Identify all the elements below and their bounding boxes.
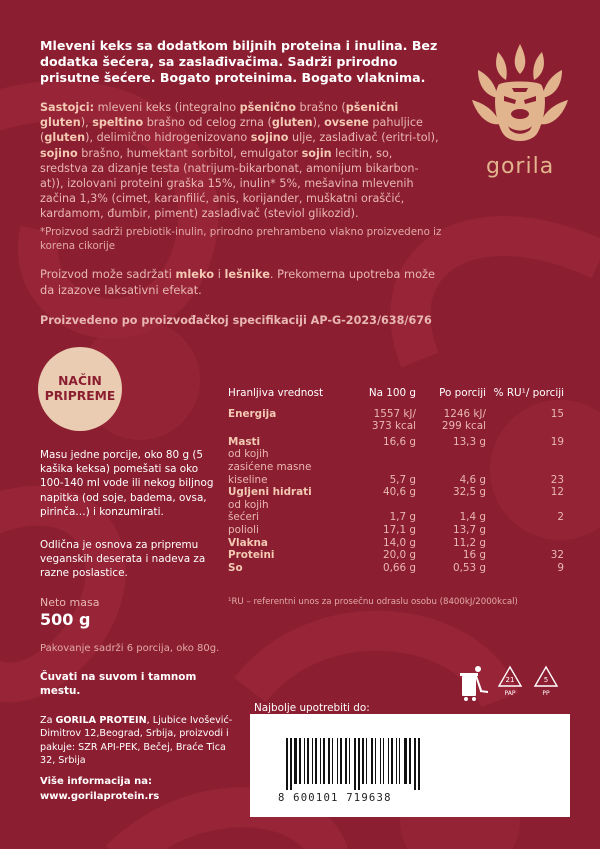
ingredient-text: ), (80, 116, 93, 130)
ingredients-label: Sastojci: (40, 101, 95, 114)
pap-number: 21 (505, 676, 515, 684)
value-per-100g (352, 461, 416, 474)
value-per-portion: 16 g (462, 549, 486, 562)
barcode-bar (388, 738, 389, 784)
allergen-ingredient: gluten (271, 116, 313, 130)
net-mass-label: Neto masa (40, 596, 100, 609)
barcode-bar (323, 738, 325, 784)
nutrition-row (228, 433, 564, 449)
nutrition-row (228, 474, 564, 487)
nutrition-body (228, 408, 564, 575)
value-per-portion: 32,5 g (452, 486, 486, 499)
value-per-100g (352, 448, 416, 461)
ri-percent (486, 420, 564, 433)
barcode-bar (349, 738, 350, 784)
barcode-bar (286, 738, 288, 790)
ri-percent (486, 537, 564, 550)
allergen-milk: mleko (175, 267, 215, 281)
barcode-bar (362, 738, 364, 784)
ri-percent: 2 (557, 511, 564, 524)
barcode-bar (328, 738, 330, 784)
allergen-ingredient: pšenično (239, 101, 296, 114)
nutrition-row (228, 562, 564, 575)
barcode-bar (383, 738, 384, 784)
badge-line-2: PRIPREME (44, 389, 116, 403)
value-per-portion (416, 499, 486, 512)
ingredient-text: mleveni keks (integralno (94, 101, 240, 114)
nutrition-table (228, 387, 564, 574)
website-link[interactable]: www.gorilaprotein.rs (40, 791, 160, 802)
ingredient-text: ulje, zaslađivač (eritri-tol), (288, 131, 439, 145)
nutrition-row (228, 524, 564, 537)
value-per-portion (416, 448, 486, 461)
nutrient-name: od kojih (228, 498, 269, 511)
product-description: Mleveni keks sa dodatkom biljnih proteina i inulina. Bez dodatka šećera, sa zaslađivačima. Sadrži prirodno prisutne šećere. Bogato proteinima. Bogato vlaknima. (40, 38, 438, 85)
barcode-bar (375, 738, 376, 784)
barcode-bar (320, 738, 321, 784)
nutrition-row (228, 486, 564, 499)
value-per-portion: 0,53 g (452, 561, 486, 574)
barcode-bar (332, 738, 333, 784)
value-per-100g: 373 kcal (371, 420, 416, 433)
warning-text: Proizvod može sadržati (40, 267, 176, 281)
preparation-badge (38, 347, 122, 431)
nutrient-name: šećeri (228, 511, 260, 524)
nutrient-name: Masti (228, 435, 261, 448)
allergen-ingredient: sojin (301, 146, 332, 160)
value-per-portion: 4,6 g (459, 473, 486, 486)
value-per-100g: 20,0 g (382, 549, 416, 562)
manufacturer-prefix: Za (40, 715, 56, 726)
ri-percent (486, 499, 564, 512)
ingredient-text: ), delimično hidrogenizovano (85, 131, 251, 145)
barcode-bar (304, 738, 305, 784)
value-per-portion: 13,7 g (452, 523, 486, 536)
nutrient-name: polioli (228, 523, 259, 536)
nutrient-name (228, 420, 352, 433)
ingredient-text: lecitin, so, sredstva za dizanje testa (natrijum-bikarbonat, amonijum bikarbon-at)), izolovani proteini graška 15%, inulin* 5%, mešavina mlevenih začina 1,3% (cimet, karanfilić, anis, korijander, muškatni oraščić, kardamom, đumbir, piment) zaslađivač (steviol glikozid). (40, 146, 419, 221)
ri-percent: 15 (550, 407, 564, 420)
barcode-bar (315, 738, 317, 784)
value-per-100g: 1,7 g (389, 511, 416, 524)
barcode-bar (358, 738, 360, 790)
ingredients-text (40, 100, 440, 222)
manufacturer-address: , Ljubice Ivošević-Dimitrov 12,Beograd, Srbija, proizvodi i pakuje: SZR API-PEK, Bečej, Braće Tica 32, Srbija (40, 715, 233, 767)
ingredient-text: brašno, humektant sorbitol, emulgator (77, 146, 302, 160)
nutrient-name: Ugljeni hidrati (228, 486, 312, 499)
ingredient-text: brašno ( (295, 101, 346, 114)
value-per-portion (416, 461, 486, 474)
more-info-label: Više informacija na: (40, 776, 152, 787)
nutrition-header-row (228, 387, 564, 408)
barcode-bar (354, 738, 356, 790)
barcode-bar (404, 738, 407, 784)
barcode-bar (299, 738, 301, 784)
allergen-ingredient: ovsene (324, 116, 369, 130)
brand-name: gorila (486, 154, 555, 179)
ri-footnote: ¹RU – referentni unos za prosečnu odraslu osobu (8400kJ/2000kcal) (228, 597, 518, 607)
inulin-note: *Proizvod sadrži prebiotik-inulin, prirodno prehrambeno vlakno proizvedeno iz korena cikorije (40, 226, 442, 252)
package-info: Pakovanje sadrži 6 porcija, oko 80g. (40, 643, 220, 654)
recycling-symbols (458, 664, 568, 704)
value-per-100g: 17,1 g (382, 523, 416, 536)
allergen-nuts: lešnike (224, 267, 270, 281)
nutrition-row (228, 420, 564, 433)
ingredient-text: pahuljice ( (40, 116, 423, 145)
ri-percent: 32 (550, 549, 564, 562)
allergen-ingredient: sojino (250, 131, 289, 145)
header-per-portion: Po porciji (439, 387, 486, 399)
ri-percent: 12 (550, 486, 564, 499)
specification-code: Proizvedeno po proizvođačkoj specifikaciji AP-G-2023/638/676 (40, 314, 432, 327)
value-per-portion: 1,4 g (459, 511, 486, 524)
barcode-bar (371, 738, 373, 784)
value-per-portion: 1246 kJ/ (443, 407, 486, 420)
barcode-bar (345, 738, 347, 784)
header-ri: % RU¹/ porciji (493, 387, 564, 399)
ri-percent (486, 448, 564, 461)
value-per-portion: 11,2 g (452, 536, 486, 549)
barcode-bar (414, 738, 416, 790)
nutrition-row (228, 537, 564, 550)
barcode-bar (396, 738, 397, 784)
barcode-bar (418, 738, 420, 790)
header-nutrient: Hranljiva vrednost (228, 387, 324, 399)
ingredient-text: ), (312, 116, 325, 130)
ri-percent (486, 524, 564, 537)
storage-instructions: Čuvati na suvom i tamnom mestu. (40, 671, 197, 698)
ri-percent: 9 (557, 561, 564, 574)
nutrient-name: zasićene masne (228, 460, 312, 473)
value-per-100g: 0,66 g (382, 561, 416, 574)
barcode-bar (337, 738, 338, 784)
value-per-100g: 14,0 g (382, 536, 416, 549)
barcode-bar (307, 738, 309, 784)
nutrient-name: Proteini (228, 549, 275, 562)
barcode-bar (294, 738, 297, 784)
ingredients-list (40, 101, 439, 220)
value-per-portion: 299 kcal (441, 420, 486, 433)
net-mass-value: 500 g (40, 610, 91, 629)
nutrition-row (228, 511, 564, 524)
pp-label: PP (542, 690, 550, 697)
allergen-warning (40, 266, 440, 298)
value-per-100g (352, 499, 416, 512)
trash-bin-icon (460, 666, 488, 701)
nutrient-name: od kojih (228, 448, 269, 461)
barcode (278, 738, 548, 790)
ingredient-text: brašno od celog zrna ( (143, 116, 272, 130)
preparation-tip: Odlična je osnova za pripremu veganskih deserata i nadeva za razne poslastice. (40, 539, 206, 580)
barcode-number: 8 600101 719638 (278, 792, 392, 804)
nutrition-row (228, 461, 564, 474)
nutrition-row (228, 448, 564, 461)
pp-number: 5 (543, 676, 549, 684)
badge-line-1: NAČIN (58, 374, 102, 388)
value-per-100g: 40,6 g (382, 486, 416, 499)
barcode-bar (312, 738, 313, 784)
nutrient-name: Energija (228, 407, 277, 420)
barcode-bar (391, 738, 393, 784)
ri-percent: 23 (550, 473, 564, 486)
nutrient-name: kiseline (228, 473, 268, 486)
barcode-bar (290, 738, 292, 790)
nutrition-row (228, 499, 564, 512)
best-before-label: Najbolje upotrebiti do: (254, 702, 370, 714)
nutrient-name: Vlakna (228, 536, 268, 549)
allergen-ingredient: speltino (92, 116, 144, 130)
value-per-100g: 16,6 g (382, 435, 416, 448)
allergen-ingredient: sojino (40, 146, 78, 160)
ri-percent: 19 (550, 435, 564, 448)
warning-text: . Prekomerna upotreba može da izazove laksativni efekat. (40, 267, 436, 297)
barcode-bar (399, 738, 400, 784)
value-per-100g: 5,7 g (389, 473, 416, 486)
barcode-bar (340, 738, 342, 784)
manufacturer-name: GORILA PROTEIN (55, 715, 147, 726)
nutrition-row (228, 408, 564, 421)
nutrient-name: So (228, 561, 243, 574)
barcode-bar (366, 738, 367, 784)
gorilla-logo-icon (468, 40, 572, 150)
value-per-100g: 1557 kJ/ (373, 407, 416, 420)
value-per-portion: 13,3 g (452, 435, 486, 448)
allergen-ingredient: gluten (44, 131, 86, 145)
warning-text: i (214, 267, 225, 281)
pap-label: PAP (504, 690, 516, 697)
nutrition-row (228, 549, 564, 562)
barcode-bar (409, 738, 411, 784)
allergen-ingredient: pšenični gluten (40, 101, 399, 130)
barcode-bar (380, 738, 381, 784)
preparation-instructions: Masu jedne porcije, oko 80 g (5 kašika keksa) pomešati sa oko 100-140 ml vode ili nekog biljnog napitka (od soje, badema, ovsa, pirinča…) i konzumirati. (40, 449, 214, 518)
header-per-100g: Na 100 g (368, 387, 416, 399)
ri-percent (486, 461, 564, 474)
manufacturer-info (40, 714, 240, 768)
